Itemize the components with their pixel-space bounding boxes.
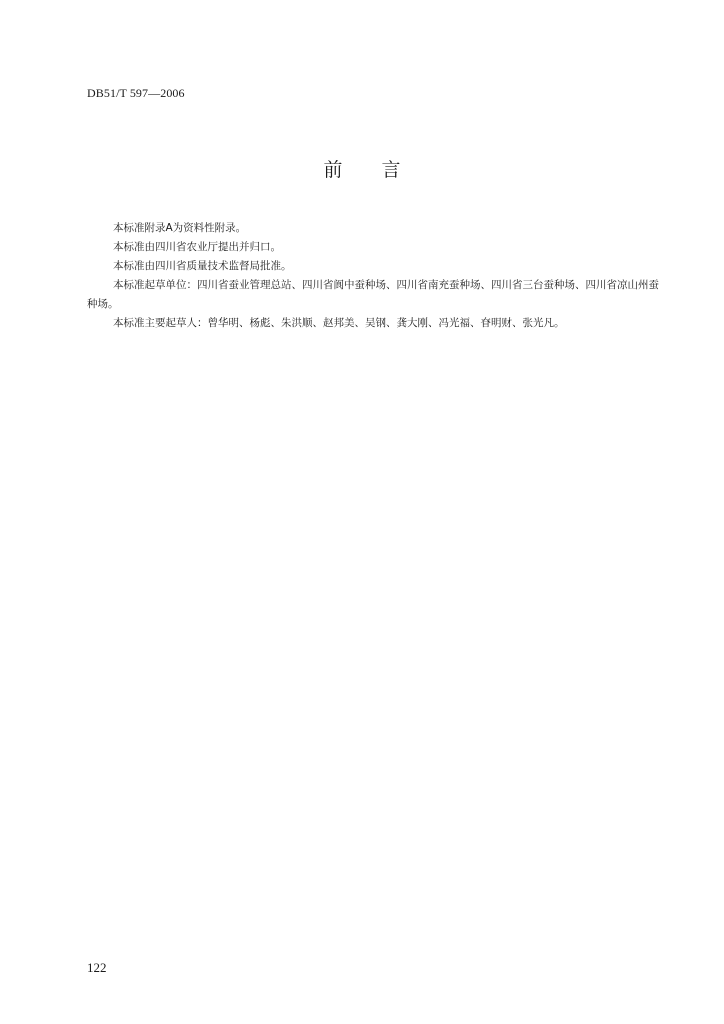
paragraph-proposer: 本标准由四川省农业厅提出并归口。 xyxy=(113,241,281,253)
paragraph-approver: 本标准由四川省质量技术监督局批准。 xyxy=(113,260,292,272)
foreword-body xyxy=(87,219,659,333)
paragraph-drafting-units: 本标准起草单位：四川省蚕业管理总站、四川省阆中蚕种场、四川省南充蚕种场、四川省三台蚕种场、四川省凉山州蚕种场。 xyxy=(87,279,659,310)
title-char-2: 言 xyxy=(381,159,401,181)
paragraph-appendix: 本标准附录A为资料性附录。 xyxy=(113,222,247,234)
standard-code: DB51/T 597—2006 xyxy=(87,86,185,100)
paragraph-drafters: 本标准主要起草人：曾华明、杨彪、朱洪顺、赵邦美、吴钢、龚大刚、冯光福、眘明财、张光凡。 xyxy=(113,317,565,329)
title-char-1: 前 xyxy=(323,159,343,181)
page-title xyxy=(0,155,724,182)
page-number: 122 xyxy=(87,960,107,975)
